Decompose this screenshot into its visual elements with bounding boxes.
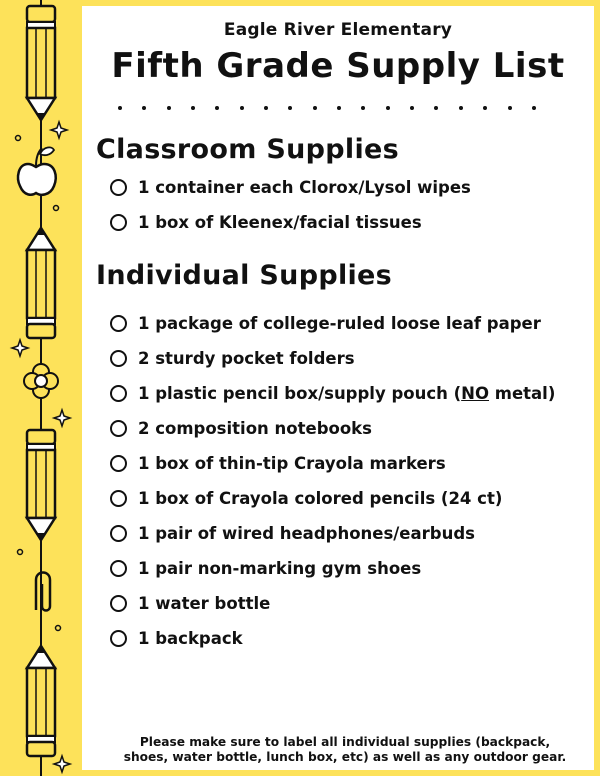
emphasis-no: NO [461, 384, 490, 403]
item-label-start: 1 plastic pencil box/supply pouch ( [138, 384, 462, 403]
page-title: Fifth Grade Supply List [111, 46, 565, 86]
item-label: 1 box of thin-tip Crayola markers [138, 454, 446, 473]
item-label: 2 composition notebooks [138, 419, 372, 438]
checkbox-circle[interactable] [110, 350, 127, 367]
school-name: Eagle River Elementary [223, 20, 453, 40]
list-item[interactable] [110, 516, 555, 551]
pencil-icon [27, 646, 55, 756]
footnote-line-2: shoes, water bottle, lunch box, etc) as well as any outdoor gear. [123, 750, 567, 764]
list-item[interactable] [110, 411, 555, 446]
checkbox-circle[interactable] [110, 179, 127, 196]
individual-supplies-list [110, 306, 555, 656]
sparkle-icon [51, 122, 67, 138]
checkbox-circle[interactable] [110, 315, 127, 332]
list-item[interactable] [110, 341, 555, 376]
decorative-doodles [0, 0, 82, 776]
footnote-line-1: Please make sure to label all individual supplies (backpack, [139, 735, 551, 749]
list-item[interactable] [110, 376, 555, 411]
checkbox-circle[interactable] [110, 214, 127, 231]
list-item[interactable] [110, 205, 471, 240]
item-label-end: metal) [489, 384, 556, 403]
checkbox-circle[interactable] [110, 420, 127, 437]
apple-icon [18, 147, 56, 194]
list-item[interactable] [110, 551, 555, 586]
dotted-divider [118, 101, 536, 115]
right-yellow-border [594, 0, 600, 776]
checkbox-circle[interactable] [110, 385, 127, 402]
classroom-supplies-heading: Classroom Supplies [96, 134, 399, 165]
item-label: 2 sturdy pocket folders [138, 349, 355, 368]
list-item[interactable] [110, 481, 555, 516]
individual-supplies-heading: Individual Supplies [96, 260, 393, 291]
classroom-supplies-list [110, 170, 471, 240]
list-item[interactable] [110, 621, 555, 656]
checkbox-circle[interactable] [110, 525, 127, 542]
checkbox-circle[interactable] [110, 595, 127, 612]
checkbox-circle[interactable] [110, 560, 127, 577]
item-label: 1 box of Kleenex/facial tissues [138, 213, 422, 232]
top-yellow-border [82, 0, 600, 6]
item-label: 1 pair of wired headphones/earbuds [138, 524, 475, 543]
checkbox-circle[interactable] [110, 630, 127, 647]
sparkle-icon [12, 340, 28, 356]
list-item[interactable] [110, 306, 555, 341]
list-item[interactable] [110, 446, 555, 481]
flower-icon [24, 364, 58, 398]
sparkle-icon [54, 410, 70, 426]
item-label: 1 water bottle [138, 594, 271, 613]
checkbox-circle[interactable] [110, 455, 127, 472]
list-item[interactable] [110, 586, 555, 621]
bottom-yellow-border [82, 770, 600, 776]
checkbox-circle[interactable] [110, 490, 127, 507]
item-label: 1 box of Crayola colored pencils (24 ct) [138, 489, 503, 508]
pencil-icon [27, 430, 55, 540]
list-item[interactable] [110, 170, 471, 205]
footnote [92, 735, 598, 765]
sparkle-icon [54, 756, 70, 772]
item-label: 1 container each Clorox/Lysol wipes [138, 178, 471, 197]
item-label [138, 384, 555, 403]
pencil-icon [27, 228, 55, 338]
pencil-icon [27, 6, 55, 120]
item-label: 1 package of college-ruled loose leaf paper [138, 314, 541, 333]
item-label: 1 pair non-marking gym shoes [138, 559, 422, 578]
item-label: 1 backpack [138, 629, 243, 648]
paperclip-icon [36, 573, 50, 611]
